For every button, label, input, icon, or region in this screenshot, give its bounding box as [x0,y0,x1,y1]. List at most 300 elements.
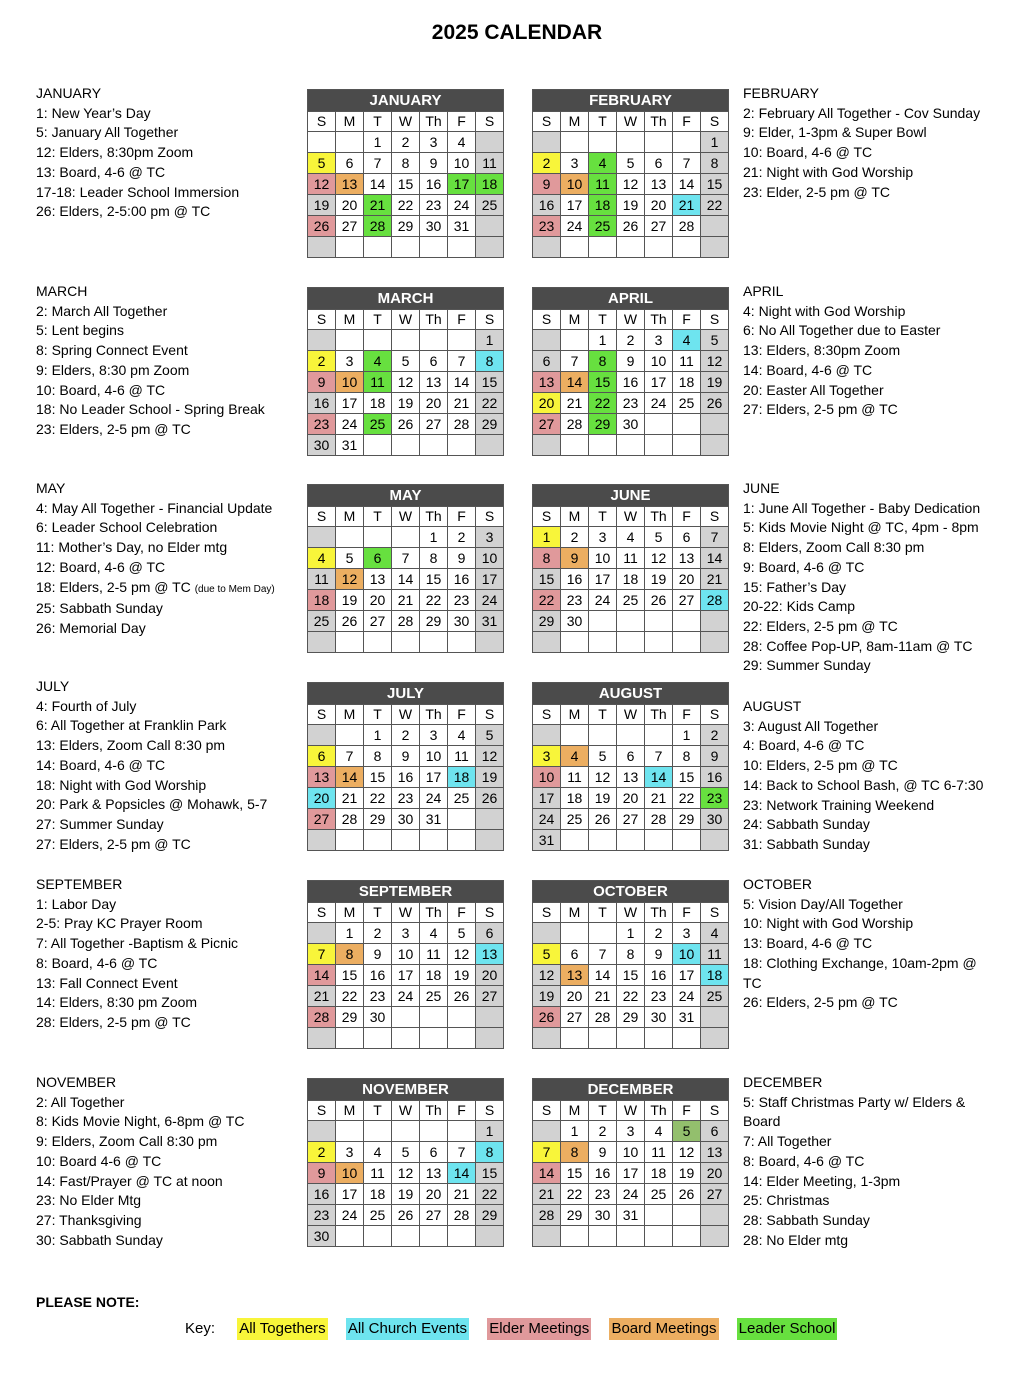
empty-cell [448,435,476,456]
day-cell: 16 [364,965,392,986]
day-cell: 14 [673,174,701,195]
day-cell: 13 [701,1142,729,1163]
day-cell: 24 [392,986,420,1007]
weekday-header: S [308,705,336,725]
empty-cell [701,237,729,258]
day-cell: 24 [420,788,448,809]
day-cell: 3 [420,132,448,153]
day-cell: 3 [336,1142,364,1163]
day-cell: 9 [392,746,420,767]
day-cell: 30 [364,1007,392,1028]
weekday-header: T [364,310,392,330]
event-line: 9: Board, 4-6 @ TC [743,558,865,575]
empty-cell [673,132,701,153]
day-cell: 27 [336,216,364,237]
weekday-header: Th [645,507,673,527]
empty-cell [336,830,364,851]
calendar-december [532,1078,729,1247]
empty-cell [336,237,364,258]
empty-cell [561,1226,589,1247]
weekday-header: S [308,903,336,923]
day-cell: 23 [392,788,420,809]
day-cell: 30 [308,1226,336,1247]
day-cell: 15 [476,372,504,393]
weekday-header: F [673,903,701,923]
day-cell: 12 [392,1163,420,1184]
day-cell: 15 [533,569,561,590]
empty-cell [701,1226,729,1247]
day-cell: 1 [336,923,364,944]
event-line: 13: Board, 4-6 @ TC [36,163,166,180]
weekday-header: S [476,112,504,132]
calendar-november [307,1078,504,1247]
weekday-header: M [561,1101,589,1121]
day-cell: 23 [617,393,645,414]
empty-cell [533,1028,561,1049]
day-cell: 12 [645,548,673,569]
event-line: 9: Elders, Zoom Call 8:30 pm [36,1133,218,1150]
day-cell: 26 [673,1184,701,1205]
weekday-header: Th [420,112,448,132]
day-cell: 14 [448,1163,476,1184]
day-cell: 19 [617,195,645,216]
month-name: NOVEMBER [308,1079,504,1101]
day-cell: 9 [533,174,561,195]
day-cell: 21 [392,590,420,611]
empty-cell [589,611,617,632]
month-name: MARCH [308,288,504,310]
day-cell: 19 [476,767,504,788]
weekday-header: W [617,1101,645,1121]
empty-cell [589,923,617,944]
day-cell: 5 [448,923,476,944]
event-line: 25: Sabbath Sunday [36,600,163,617]
weekday-header: Th [645,112,673,132]
empty-cell [673,830,701,851]
day-cell: 5 [533,944,561,965]
day-cell: 28 [645,809,673,830]
event-line: Board [743,1113,781,1130]
key-board-meetings: Board Meetings [609,1318,718,1340]
day-cell: 28 [308,1007,336,1028]
day-cell: 11 [420,944,448,965]
day-cell: 15 [673,767,701,788]
day-cell: 24 [336,414,364,435]
day-cell: 6 [336,153,364,174]
empty-cell [533,330,561,351]
day-cell: 8 [392,153,420,174]
day-cell: 13 [336,174,364,195]
event-line: 11: Mother’s Day, no Elder mtg [36,539,228,556]
day-cell: 8 [336,944,364,965]
key-leader-school: Leader School [737,1318,838,1340]
empty-cell [392,632,420,653]
day-cell: 9 [701,746,729,767]
day-cell: 6 [561,944,589,965]
weekday-header: Th [420,310,448,330]
day-cell: 25 [701,986,729,1007]
day-cell: 18 [645,1163,673,1184]
event-month-heading: MAY [36,480,66,496]
event-month-heading: FEBRUARY [743,85,819,101]
day-cell: 29 [420,611,448,632]
event-line: 13: Fall Connect Event [36,974,178,991]
empty-cell [617,1028,645,1049]
empty-cell [420,1226,448,1247]
empty-cell [364,330,392,351]
day-cell: 27 [617,809,645,830]
event-line: 18: Night with God Worship [36,776,207,793]
empty-cell [645,132,673,153]
event-line: 5: Vision Day/All Together [743,895,903,912]
weekday-header: S [476,705,504,725]
empty-cell [533,725,561,746]
day-cell: 15 [392,174,420,195]
day-cell: 2 [364,923,392,944]
empty-cell [364,1028,392,1049]
day-cell: 15 [617,965,645,986]
day-cell: 22 [589,393,617,414]
day-cell: 25 [617,590,645,611]
empty-cell [476,216,504,237]
weekday-header: M [336,903,364,923]
day-cell: 29 [392,216,420,237]
day-cell: 14 [336,767,364,788]
weekday-header: T [589,112,617,132]
day-cell: 3 [420,725,448,746]
weekday-header: M [336,507,364,527]
day-cell: 16 [645,965,673,986]
day-cell: 27 [533,414,561,435]
empty-cell [589,435,617,456]
event-line: 2: All Together [36,1093,125,1110]
day-cell: 4 [561,746,589,767]
weekday-header: S [701,112,729,132]
event-line: 18: Clothing Exchange, 10am-2pm @ [743,954,977,971]
day-cell: 8 [420,548,448,569]
day-cell: 18 [561,788,589,809]
day-cell: 25 [645,1184,673,1205]
empty-cell [533,435,561,456]
day-cell: 11 [701,944,729,965]
day-cell: 17 [561,195,589,216]
day-cell: 20 [645,195,673,216]
empty-cell [392,237,420,258]
day-cell: 22 [476,393,504,414]
day-cell: 4 [364,1142,392,1163]
day-cell: 15 [589,372,617,393]
day-cell: 4 [448,725,476,746]
weekday-header: T [589,903,617,923]
weekday-header: Th [645,310,673,330]
weekday-header: F [673,1101,701,1121]
event-line: 28: Elders, 2-5 pm @ TC [36,1013,191,1030]
day-cell: 18 [420,965,448,986]
weekday-header: M [561,903,589,923]
day-cell: 23 [589,1184,617,1205]
day-cell: 2 [645,923,673,944]
event-line: 14: Elder Meeting, 1-3pm [743,1172,901,1189]
month-name: FEBRUARY [533,90,729,112]
day-cell: 28 [589,1007,617,1028]
empty-cell [336,330,364,351]
weekday-header: S [308,112,336,132]
event-line: 7: All Together -Baptism & Picnic [36,935,239,952]
empty-cell [589,1028,617,1049]
day-cell: 3 [561,153,589,174]
day-cell: 22 [561,1184,589,1205]
day-cell: 21 [673,195,701,216]
key-all-church-events: All Church Events [346,1318,469,1340]
empty-cell [673,1226,701,1247]
event-line: 21: Night with God Worship [743,163,914,180]
day-cell: 21 [448,393,476,414]
day-cell: 26 [308,216,336,237]
day-cell: 23 [448,590,476,611]
day-cell: 2 [561,527,589,548]
day-cell: 12 [589,767,617,788]
weekday-header: W [617,705,645,725]
day-cell: 6 [673,527,701,548]
weekday-header: T [364,112,392,132]
empty-cell [308,1028,336,1049]
empty-cell [392,830,420,851]
day-cell: 1 [589,330,617,351]
day-cell: 6 [420,351,448,372]
empty-cell [392,330,420,351]
weekday-header: W [392,903,420,923]
empty-cell [364,1226,392,1247]
empty-cell [448,632,476,653]
day-cell: 8 [533,548,561,569]
empty-cell [476,830,504,851]
day-cell: 3 [617,1121,645,1142]
day-cell: 26 [533,1007,561,1028]
event-line: 3: August All Together [743,717,879,734]
weekday-header: S [701,705,729,725]
day-cell: 7 [364,153,392,174]
empty-cell [645,632,673,653]
empty-cell [617,611,645,632]
empty-cell [617,132,645,153]
empty-cell [392,1007,420,1028]
empty-cell [364,435,392,456]
weekday-header: F [448,705,476,725]
day-cell: 2 [308,1142,336,1163]
day-cell: 4 [308,548,336,569]
day-cell: 3 [589,527,617,548]
day-cell: 31 [673,1007,701,1028]
month-name: JANUARY [308,90,504,112]
event-line: 23: Elders, 2-5 pm @ TC [36,420,191,437]
day-cell: 26 [617,216,645,237]
day-cell: 1 [617,923,645,944]
event-line: 12: Elders, 8:30pm Zoom [36,144,194,161]
empty-cell [336,1121,364,1142]
day-cell: 16 [308,1184,336,1205]
day-cell: 27 [308,809,336,830]
day-cell: 18 [476,174,504,195]
empty-cell [336,1226,364,1247]
day-cell: 2 [392,132,420,153]
day-cell: 10 [589,548,617,569]
day-cell: 19 [673,1163,701,1184]
weekday-header: W [392,310,420,330]
day-cell: 20 [336,195,364,216]
day-cell: 13 [420,372,448,393]
day-cell: 6 [476,923,504,944]
day-cell: 21 [561,393,589,414]
day-cell: 22 [701,195,729,216]
day-cell: 21 [701,569,729,590]
empty-cell [336,632,364,653]
day-cell: 4 [420,923,448,944]
day-cell: 10 [476,548,504,569]
day-cell: 16 [533,195,561,216]
empty-cell [617,1226,645,1247]
day-cell: 19 [308,195,336,216]
event-line: 8: Board, 4-6 @ TC [36,954,158,971]
empty-cell [617,237,645,258]
day-cell: 31 [533,830,561,851]
day-cell: 31 [336,435,364,456]
day-cell: 10 [673,944,701,965]
empty-cell [645,611,673,632]
empty-cell [533,1226,561,1247]
event-line: 20-22: Kids Camp [743,598,856,615]
empty-cell [533,237,561,258]
weekday-header: T [364,1101,392,1121]
empty-cell [561,132,589,153]
day-cell: 29 [533,611,561,632]
event-line: 13: Board, 4-6 @ TC [743,935,873,952]
day-cell: 28 [364,216,392,237]
event-line: 6: No All Together due to Easter [743,322,941,339]
event-line: 29: Summer Sunday [743,657,871,674]
event-line: 23: Elder, 2-5 pm @ TC [743,183,891,200]
empty-cell [533,923,561,944]
weekday-header: S [476,1101,504,1121]
day-cell: 19 [701,372,729,393]
weekday-header: W [392,705,420,725]
day-cell: 16 [561,569,589,590]
day-cell: 27 [476,986,504,1007]
day-cell: 13 [561,965,589,986]
events-october [743,875,977,1013]
event-month-heading: MARCH [36,283,88,299]
empty-cell [308,132,336,153]
empty-cell [589,237,617,258]
day-cell: 28 [448,1205,476,1226]
weekday-header: S [533,903,561,923]
weekday-header: T [589,507,617,527]
day-cell: 20 [420,393,448,414]
empty-cell [701,414,729,435]
empty-cell [448,237,476,258]
day-cell: 17 [336,393,364,414]
day-cell: 22 [336,986,364,1007]
weekday-header: S [476,903,504,923]
empty-cell [336,527,364,548]
day-cell: 19 [336,590,364,611]
empty-cell [533,132,561,153]
event-line: 9: Elder, 1-3pm & Super Bowl [743,124,927,141]
weekday-header: T [589,705,617,725]
event-line: 27: Summer Sunday [36,815,164,832]
empty-cell [673,414,701,435]
day-cell: 21 [589,986,617,1007]
day-cell: 1 [476,1121,504,1142]
day-cell: 11 [617,548,645,569]
day-cell: 11 [448,746,476,767]
day-cell: 6 [701,1121,729,1142]
weekday-header: M [561,310,589,330]
day-cell: 17 [589,569,617,590]
day-cell: 18 [589,195,617,216]
weekday-header: S [701,1101,729,1121]
day-cell: 23 [420,195,448,216]
event-line: 27: Elders, 2-5 pm @ TC [743,401,898,418]
events-july [36,677,267,854]
day-cell: 29 [336,1007,364,1028]
day-cell: 21 [336,788,364,809]
day-cell: 12 [617,174,645,195]
day-cell: 7 [308,944,336,965]
day-cell: 10 [392,944,420,965]
day-cell: 21 [645,788,673,809]
day-cell: 9 [448,548,476,569]
day-cell: 26 [336,611,364,632]
day-cell: 24 [589,590,617,611]
empty-cell [533,1121,561,1142]
day-cell: 26 [645,590,673,611]
day-cell: 18 [673,372,701,393]
day-cell: 10 [645,351,673,372]
weekday-header: Th [645,1101,673,1121]
day-cell: 2 [589,1121,617,1142]
day-cell: 14 [645,767,673,788]
weekday-header: M [561,507,589,527]
empty-cell [589,725,617,746]
events-september [36,875,238,1033]
day-cell: 5 [308,153,336,174]
day-cell: 28 [701,590,729,611]
day-cell: 5 [336,548,364,569]
empty-cell [420,1121,448,1142]
event-line: 10: Elders, 2-5 pm @ TC [743,757,898,774]
event-line: 28: Sabbath Sunday [743,1211,870,1228]
day-cell: 17 [336,1184,364,1205]
day-cell: 22 [673,788,701,809]
day-cell: 17 [420,767,448,788]
day-cell: 30 [448,611,476,632]
color-key [183,1318,851,1340]
weekday-header: W [392,507,420,527]
day-cell: 1 [701,132,729,153]
day-cell: 23 [364,986,392,1007]
day-cell: 15 [476,1163,504,1184]
day-cell: 11 [476,153,504,174]
day-cell: 31 [617,1205,645,1226]
events-june [743,479,980,676]
weekday-header: S [533,310,561,330]
calendar-august [532,682,729,851]
weekday-header: S [308,1101,336,1121]
event-line: 12: Board, 4-6 @ TC [36,558,166,575]
event-line: 20: Easter All Together [743,381,884,398]
event-line: 23: Network Training Weekend [743,796,935,813]
event-line: 4: May All Together - Financial Update [36,499,273,516]
